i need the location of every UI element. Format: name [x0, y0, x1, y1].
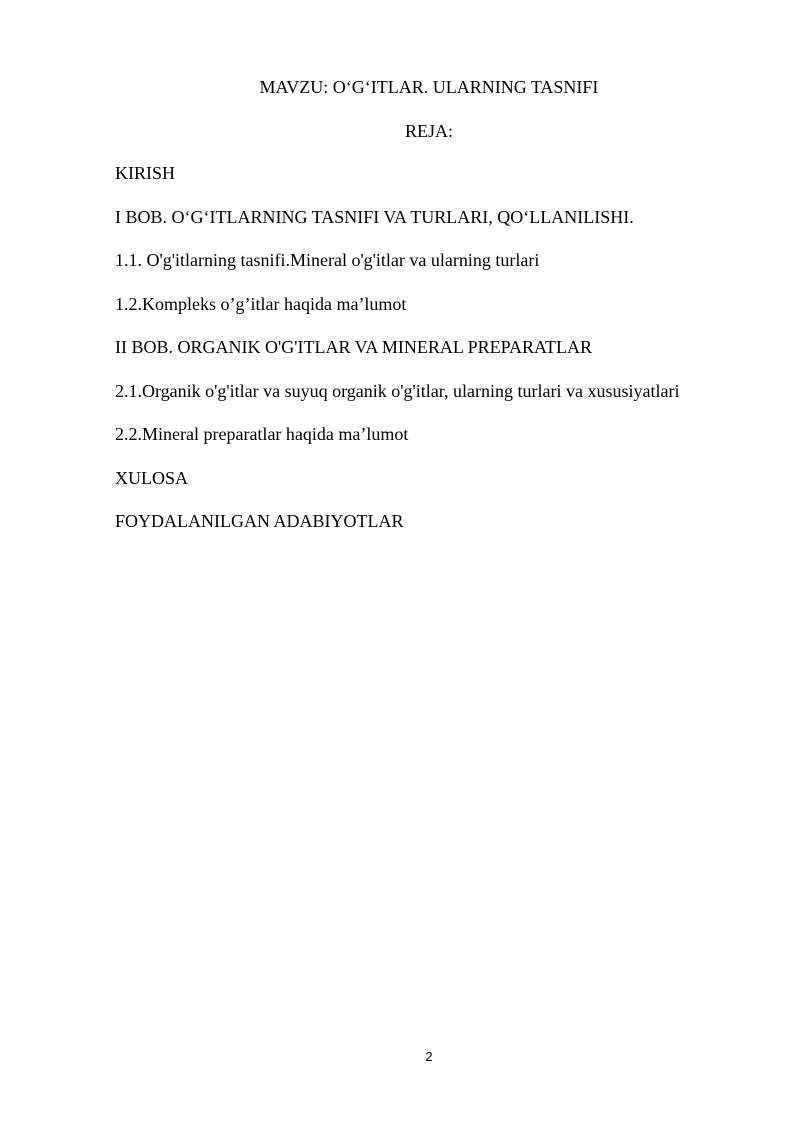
toc-item-introduction: KIRISH [115, 163, 176, 183]
toc-item-section-1-2: 1.2.Kompleks o’g’itlar haqida ma’lumot [115, 293, 407, 314]
table-of-contents [115, 162, 679, 554]
toc-item-section-2-1: 2.1.Organik o'g'itlar va suyuq organik o'g'itlar, ularning turlari va xususiyatlari [115, 380, 680, 401]
toc-item-section-1-1: 1.1. O'g'itlarning tasnifi.Mineral o'g'itlar va ularning turlari [115, 250, 540, 270]
page-title: MAVZU: O‘G‘ITLAR. ULARNING TASNIFI [259, 77, 599, 97]
page-number: 2 [425, 1049, 433, 1064]
toc-item-references: FOYDALANILGAN ADABIYOTLAR [115, 511, 404, 531]
toc-item-chapter-2: II BOB. ORGANIK O'G'ITLAR VA MINERAL PREPARATLAR [115, 337, 593, 357]
plan-heading: REJA: [404, 121, 453, 141]
toc-item-section-2-2: 2.2.Mineral preparatlar haqida ma’lumot [115, 424, 409, 444]
toc-item-conclusion: XULOSA [115, 467, 189, 488]
toc-item-chapter-1: I BOB. O‘G‘ITLARNING TASNIFI VA TURLARI, QO‘LLANILISHI. [115, 206, 634, 227]
